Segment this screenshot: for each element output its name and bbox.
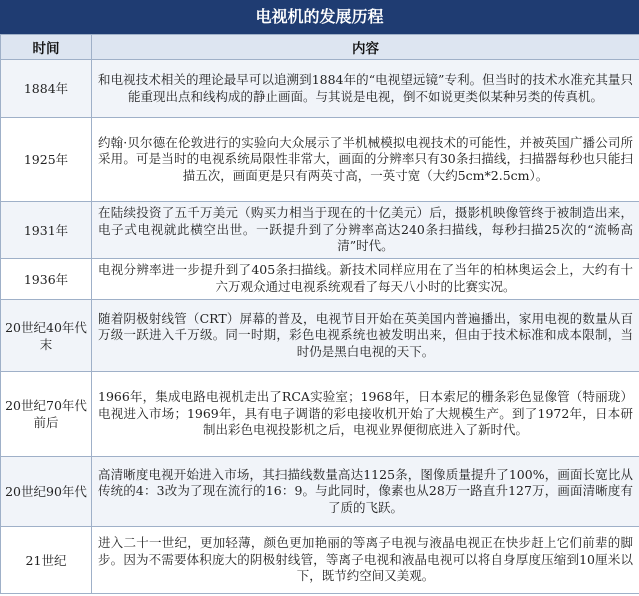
table-row (1, 527, 639, 594)
row-content: 和电视技术相关的理论最早可以追溯到1884年的“电视望远镜”专利。但当时的技术水准充其量只能重现出点和线构成的静止画面。与其说是电视，倒不如说更类似某种另类的传真机。 (92, 60, 639, 118)
header-time: 时间 (1, 35, 92, 60)
row-time: 21世纪 (1, 527, 92, 594)
row-time: 1925年 (1, 118, 92, 202)
table-row (1, 372, 639, 457)
header-content: 内容 (92, 35, 639, 60)
history-table (0, 34, 639, 594)
row-content: 高清晰度电视开始进入市场，其扫描线数量高达1125条，图像质量提升了100%，画面长宽比从传统的4：3改为了现在流行的16：9。与此同时，像素也从28万一路直升127万，画面清晰度有了质的飞跃。 (92, 457, 639, 527)
table-row (1, 457, 639, 527)
header-row (1, 35, 639, 60)
row-content: 1966年，集成电路电视机走出了RCA实验室；1968年，日本索尼的栅条彩色显像管（特丽珑）电视进入市场；1969年，具有电子调谐的彩电接收机开始了大规模生产。到了1972年，日本研制出彩色电视投影机之后，电视业界便彻底进入了新时代。 (92, 372, 639, 457)
table-row (1, 118, 639, 202)
table-title: 电视机的发展历程 (0, 0, 639, 34)
table-row (1, 202, 639, 259)
table-row (1, 60, 639, 118)
table-row (1, 259, 639, 300)
row-time: 1936年 (1, 259, 92, 300)
row-content: 进入二十一世纪，更加轻薄，颜色更加艳丽的等离子电视与液晶电视正在快步赶上它们前辈的脚步。因为不需要体积庞大的阴极射线管，等离子电视和液晶电视可以将自身厚度压缩到10厘米以下，既节约空间又美观。 (92, 527, 639, 594)
row-content: 电视分辨率进一步提升到了405条扫描线。新技术同样应用在了当年的柏林奥运会上，大约有十六万观众通过电视系统观看了每天八小时的比赛实况。 (92, 259, 639, 300)
row-content: 随着阴极射线管（CRT）屏幕的普及，电视节目开始在英美国内普遍播出，家用电视的数量从百万级一跃进入千万级。同一时期，彩色电视系统也被发明出来，但由于技术标准和成本限制，当时仍是黑白电视的天下。 (92, 300, 639, 372)
row-content: 在陆续投资了五千万美元（购买力相当于现在的十亿美元）后，摄影机映像管终于被制造出来，电子式电视就此横空出世。一跃提升到了分辨率高达240条扫描线，每秒扫描25次的“流畅高清”时代。 (92, 202, 639, 259)
row-time: 1884年 (1, 60, 92, 118)
row-time: 20世纪40年代末 (1, 300, 92, 372)
row-time: 20世纪90年代 (1, 457, 92, 527)
row-time: 1931年 (1, 202, 92, 259)
row-time: 20世纪70年代前后 (1, 372, 92, 457)
row-content: 约翰·贝尔德在伦敦进行的实验向大众展示了半机械模拟电视技术的可能性，并被英国广播公司所采用。可是当时的电视系统局限性非常大，画面的分辨率只有30条扫描线，扫描器每秒也只能扫描五次，画面更是只有两英寸高，一英寸宽（大约5cm*2.5cm）。 (92, 118, 639, 202)
table-row (1, 300, 639, 372)
